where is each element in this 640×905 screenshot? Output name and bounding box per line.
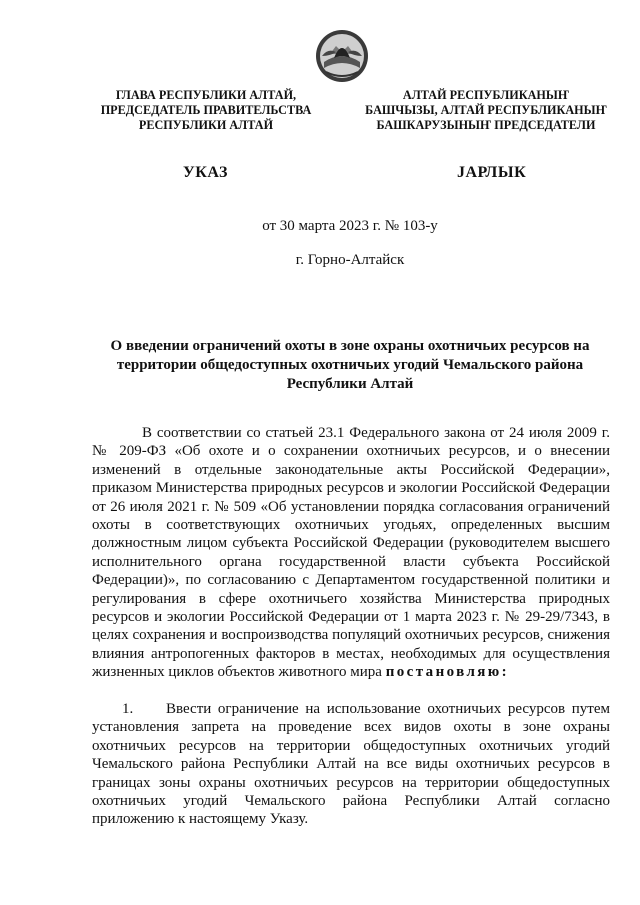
document-heading: О введении ограничений охоты в зоне охраны охотничьих ресурсов на территории общедоступных охотничьих угодий Чемальского района Республики Алтай <box>110 338 590 392</box>
header-right-line-3: БАШКАРУЗЫНЫҤ ПРЕДСЕДАТЕЛИ <box>376 118 596 132</box>
preamble-paragraph <box>92 424 610 682</box>
coat-of-arms-emblem <box>314 28 370 84</box>
document-date-number: от 30 марта 2023 г. № 103-у <box>262 218 438 234</box>
preamble-text: В соответствии со статьей 23.1 Федерального закона от 24 июля 2009 г. № 209-ФЗ «Об охоте и о сохранении охотничьих ресурсов, и о внесении изменений в отдельные законодательные акты Российской Федерации», приказом Министерства природных ресурсов и экологии Российской Федерации от 26 июля 2021 г. № 509 «Об установлении порядка согласования ограничений охоты в соответствующих охотничьих угодьях, определенных высшим должностным лицом субъекта Российской Федерации (руководителем высшего исполнительного органа государственной власти субъекта Российской Федерации)», по согласованию с Департаментом государственной политики и регулирования в сфере охотничьего хозяйства Министерства природных ресурсов и экологии Российской Федерации от 1 марта 2023 г. № 29-29/7343, в целях сохранения и воспроизводства популяций охотничьих ресурсов, снижения влияния антропогенных факторов в местах, необходимых для осуществления жизненных циклов объектов животного мира <box>92 425 610 681</box>
item-1-paragraph <box>92 700 610 829</box>
header-left-block <box>88 88 324 133</box>
item-1-number: 1. <box>122 701 134 717</box>
document-city: г. Горно-Алтайск <box>295 252 405 268</box>
header-left-line-1: ГЛАВА РЕСПУБЛИКИ АЛТАЙ, <box>115 88 297 102</box>
header-right-line-2: БАШЧЫЗЫ, АЛТАЙ РЕСПУБЛИКАНЫҤ <box>365 103 607 117</box>
document-type-title-ru: УКАЗ <box>183 164 228 181</box>
document-type-title-alt: JАРЛЫК <box>457 164 527 181</box>
resolve-word: постановляю: <box>385 664 510 681</box>
header-left-line-3: РЕСПУБЛИКИ АЛТАЙ <box>138 118 274 132</box>
header-right-line-1: АЛТАЙ РЕСПУБЛИКАНЫҤ <box>402 88 570 102</box>
header-left-line-2: ПРЕДСЕДАТЕЛЬ ПРАВИТЕЛЬСТВА <box>100 103 312 117</box>
header-right-block <box>360 88 612 133</box>
item-1-text: Ввести ограничение на использование охотничьих ресурсов путем установления запрета на проведение всех видов охоты в зоне охраны охотничьих ресурсов на территории общедоступных охотничьих угодий Чемальского района Республики Алтай на все виды охотничьих ресурсов в границах зоны охраны охотничьих ресурсов на территории общедоступных охотничьих угодий Чемальского района Республики Алтай согласно приложению к настоящему Указу. <box>92 701 610 828</box>
